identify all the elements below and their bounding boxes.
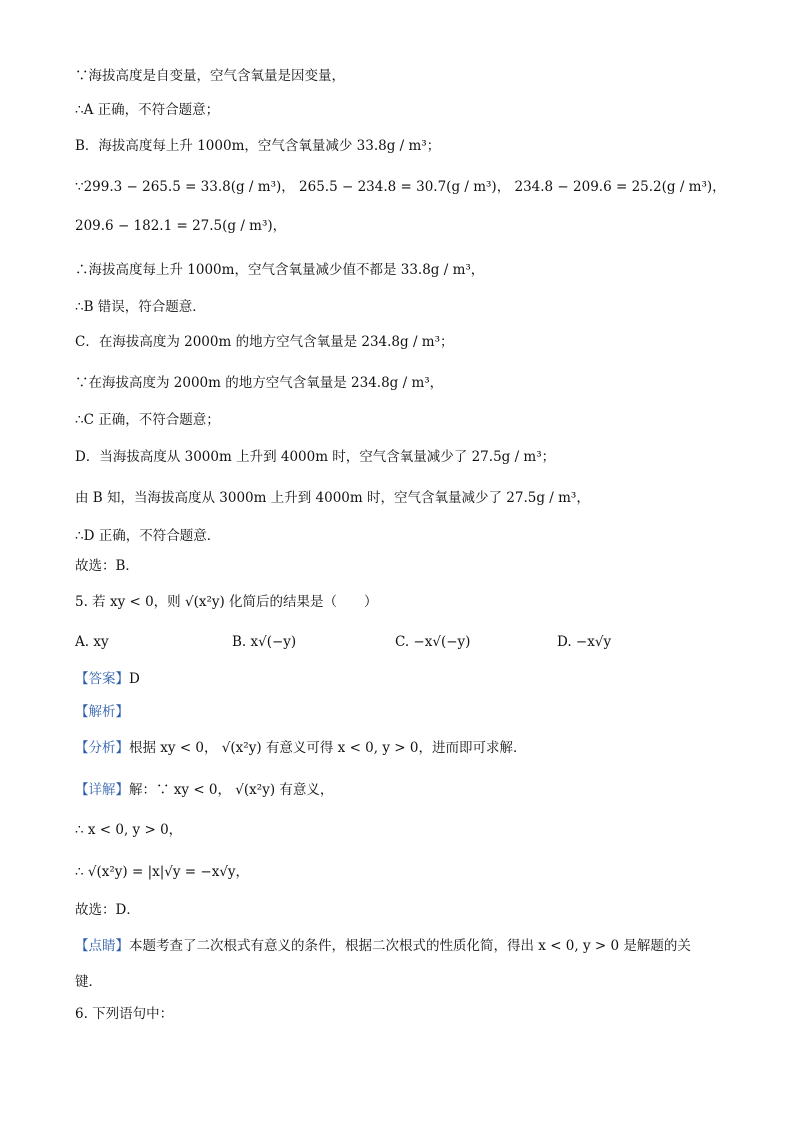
text-line: ∴海拔高度每上升 1000m，空气含氧量减少值不都是 33.8g / m³， [75,262,485,278]
text-line: 故选：B． [75,558,139,574]
dianjing-continuation: 键． [75,974,102,990]
dianjing-line [75,936,691,956]
question-5: 5. 若 xy < 0，则 √(x²y) 化简后的结果是（ ） [75,594,378,610]
dianjing-text: 本题考查了二次根式有意义的条件，根据二次根式的性质化简，得出 x < 0, y > 0 是解题的关 [129,938,691,954]
text-line: ∵299.3 − 265.5 = 33.8(g / m³)， 265.5 − 234.8 = 30.7(g / m³)， 234.8 − 209.6 = 25.2(g / m³)， [75,179,726,195]
text-line: ∴C 正确，不符合题意； [75,412,220,428]
text-line: ∴D 正确，不符合题意． [75,528,221,544]
xiangjie-tag: 【详解】 [75,782,129,798]
dianjing-tag: 【点睛】 [75,938,129,954]
analysis-heading [75,702,129,722]
option-c: C. −x√(−y) [395,634,471,650]
fenxi-line [75,738,526,758]
choice-line: 故选：D． [75,902,140,918]
analysis-tag: 【解析】 [75,704,129,720]
text-line: B．海拔高度每上升 1000m，空气含氧量减少 33.8g / m³； [75,138,441,154]
step-1: ∴ x < 0, y > 0， [75,822,183,838]
option-b: B. x√(−y) [232,634,297,650]
answer-value: D [129,671,140,687]
xiangjie-text: 解：∵ xy < 0， √(x²y) 有意义， [129,782,334,798]
text-line: 由 B 知，当海拔高度从 3000m 上升到 4000m 时，空气含氧量减少了 27.5g / m³， [75,490,590,506]
text-line: 209.6 − 182.1 = 27.5(g / m³)， [75,218,287,234]
text-line: ∵在海拔高度为 2000m 的地方空气含氧量是 234.8g / m³， [75,375,444,391]
fenxi-tag: 【分析】 [75,740,129,756]
option-d: D. −x√y [557,634,612,650]
text-line: ∵海拔高度是自变量，空气含氧量是因变量， [75,68,345,84]
text-line: D．当海拔高度从 3000m 上升到 4000m 时，空气含氧量减少了 27.5g / m³； [75,449,556,465]
text-line: ∴B 错误，符合题意． [75,299,206,315]
question-6: 6. 下列语句中： [75,1006,174,1022]
answer-tag: 【答案】 [75,671,129,687]
step-2: ∴ √(x²y) = |x|√y = −x√y， [75,864,250,880]
fenxi-text: 根据 xy < 0， √(x²y) 有意义可得 x < 0, y > 0，进而即可求解． [129,740,527,756]
xiangjie-line [75,780,333,800]
text-line: C．在海拔高度为 2000m 的地方空气含氧量是 234.8g / m³； [75,334,454,350]
option-a: A. xy [75,634,109,650]
text-line: ∴A 正确，不符合题意； [75,102,220,118]
answer-line [75,669,140,689]
